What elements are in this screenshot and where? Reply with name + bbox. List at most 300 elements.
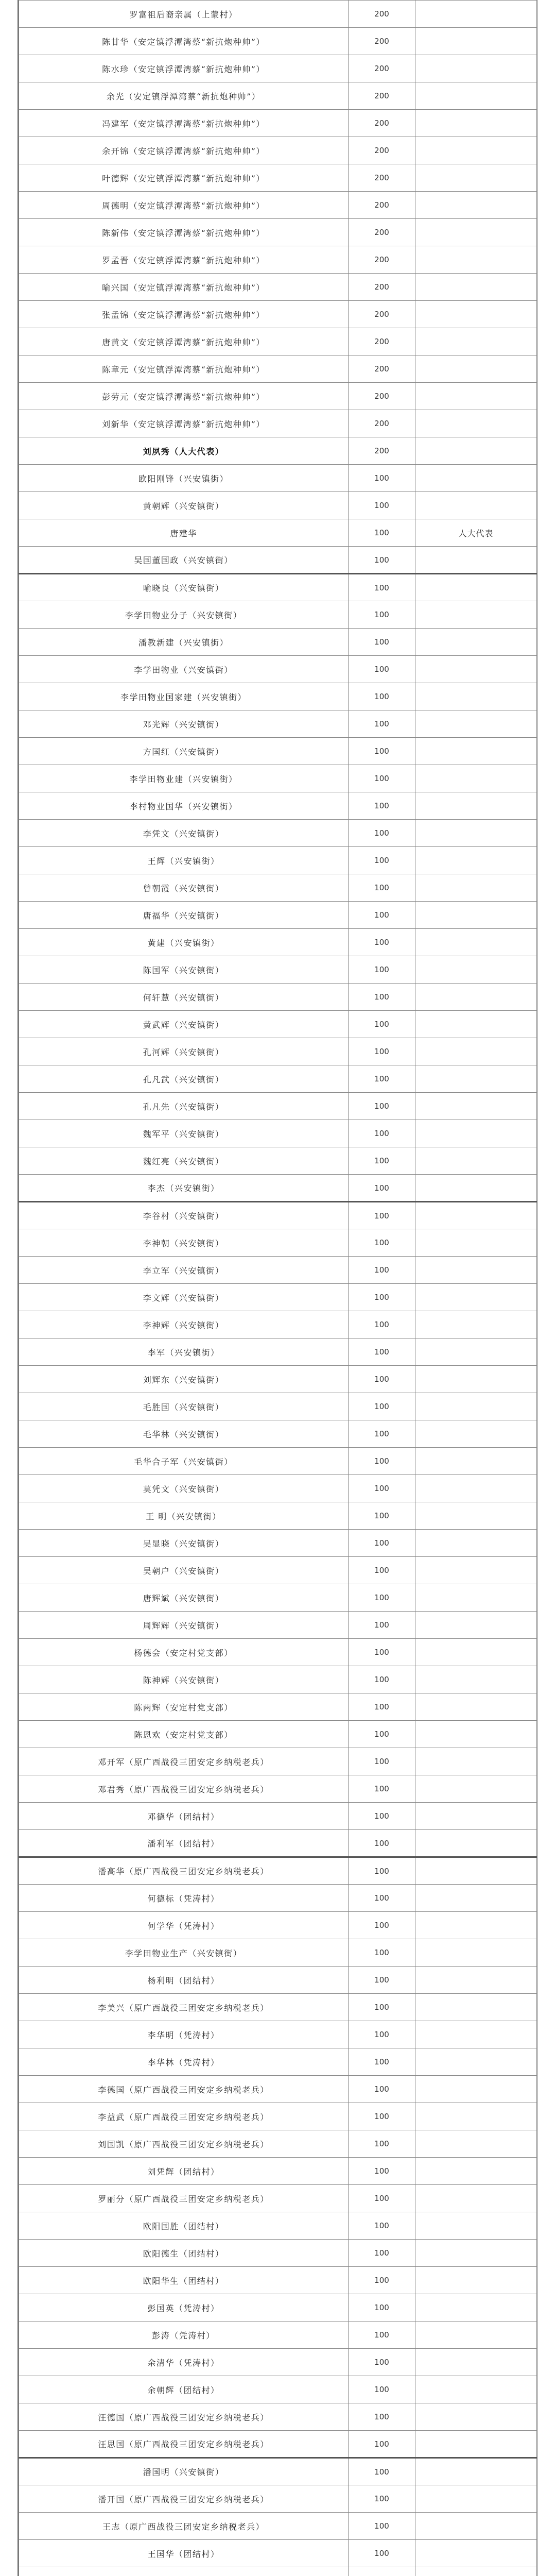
- note-cell: [415, 1639, 537, 1666]
- table-row: [19, 1666, 537, 1693]
- amount-cell: 200: [349, 301, 415, 328]
- donor-name-cell: 吴国董国政（兴安镇街）: [19, 547, 349, 574]
- note-cell: [415, 1284, 537, 1311]
- note-cell: [415, 1721, 537, 1748]
- donor-name-cell: 刘凭辉（团结村）: [19, 2158, 349, 2185]
- note-cell: [415, 1093, 537, 1120]
- note-cell: [415, 601, 537, 629]
- note-cell: [415, 2458, 537, 2485]
- table-row: [19, 547, 537, 574]
- amount-cell: 100: [349, 1147, 415, 1175]
- table-row: [19, 1229, 537, 1257]
- donor-name-cell: 潘开国（原广西战役三团安定乡纳税老兵）: [19, 2485, 349, 2513]
- table-row: [19, 519, 537, 547]
- donor-name-cell: 潘利军（团结村）: [19, 1830, 349, 1857]
- donor-name-cell: 彭劳元（安定镇浮潭湾蔡“新抗炮种帅”）: [19, 383, 349, 410]
- donor-name-cell: 周辉辉（兴安镇街）: [19, 1612, 349, 1639]
- amount-cell: 200: [349, 28, 415, 55]
- donor-name-cell: 唐黄文（安定镇浮潭湾蔡“新抗炮种帅”）: [19, 328, 349, 355]
- donor-name-cell: 黄武辉（兴安镇街）: [19, 1011, 349, 1038]
- amount-cell: 200: [349, 192, 415, 219]
- donor-name-cell: 余清华（凭涛村）: [19, 2349, 349, 2376]
- table-row: [19, 847, 537, 874]
- table-row: [19, 929, 537, 956]
- amount-cell: 100: [349, 1202, 415, 1229]
- amount-cell: 100: [349, 1857, 415, 1885]
- amount-cell: 100: [349, 1748, 415, 1775]
- donor-name-cell: 吴显晓（兴安镇街）: [19, 1530, 349, 1557]
- amount-cell: 100: [349, 2376, 415, 2403]
- note-cell: [415, 2431, 537, 2458]
- donor-name-cell: 唐辉斌（兴安镇街）: [19, 1584, 349, 1612]
- donor-name-cell: 李立军（兴安镇街）: [19, 1257, 349, 1284]
- donor-name-cell: 李学田物业分子（兴安镇街）: [19, 601, 349, 629]
- note-cell: [415, 1748, 537, 1775]
- donor-name-cell: 陈水珍（安定镇浮潭湾蔡“新抗炮种帅”）: [19, 55, 349, 82]
- table-row: [19, 2212, 537, 2240]
- table-row: [19, 738, 537, 765]
- table-row: [19, 1257, 537, 1284]
- donor-name-cell: 杨利明（团结村）: [19, 1967, 349, 1994]
- table-row: [19, 874, 537, 902]
- note-cell: [415, 1584, 537, 1612]
- donation-roster-sheet: [18, 0, 537, 2576]
- amount-cell: 100: [349, 1475, 415, 1502]
- donor-name-cell: 余光（安定镇浮潭湾蔡“新抗炮种帅”）: [19, 82, 349, 110]
- amount-cell: 100: [349, 738, 415, 765]
- table-row: [19, 1939, 537, 1967]
- note-cell: [415, 1257, 537, 1284]
- note-cell: [415, 1775, 537, 1803]
- note-cell: [415, 2185, 537, 2212]
- amount-cell: 100: [349, 2458, 415, 2485]
- donor-name-cell: 潘高华（原广西战役三团安定乡纳税老兵）: [19, 1857, 349, 1885]
- amount-cell: 100: [349, 2021, 415, 2048]
- donor-name-cell: 喻晓良（兴安镇街）: [19, 574, 349, 601]
- table-row: [19, 246, 537, 274]
- note-cell: [415, 710, 537, 738]
- note-cell: [415, 2267, 537, 2294]
- amount-cell: 100: [349, 1448, 415, 1475]
- amount-cell: 100: [349, 519, 415, 547]
- note-cell: [415, 1202, 537, 1229]
- amount-cell: 100: [349, 656, 415, 683]
- donor-name-cell: 李神朝（兴安镇街）: [19, 1229, 349, 1257]
- note-cell: [415, 28, 537, 55]
- donor-name-cell: 李军（兴安镇街）: [19, 1338, 349, 1366]
- amount-cell: 100: [349, 1229, 415, 1257]
- donor-name-cell: 魏红亮（兴安镇街）: [19, 1147, 349, 1175]
- note-cell: [415, 2513, 537, 2540]
- donor-name-cell: 余开锦（安定镇浮潭湾蔡“新抗炮种帅”）: [19, 137, 349, 164]
- note-cell: [415, 1366, 537, 1393]
- note-cell: [415, 1502, 537, 1530]
- amount-cell: 100: [349, 902, 415, 929]
- donor-name-cell: 欧阳德生（团结村）: [19, 2240, 349, 2267]
- donor-name-cell: 罗富祖后裔亲属（上蒙村）: [19, 1, 349, 28]
- amount-cell: 100: [349, 1612, 415, 1639]
- table-row: [19, 82, 537, 110]
- amount-cell: 100: [349, 2403, 415, 2431]
- amount-cell: 100: [349, 1038, 415, 1065]
- table-row: [19, 1338, 537, 1366]
- note-cell: [415, 383, 537, 410]
- table-row: [19, 2458, 537, 2485]
- table-row: [19, 110, 537, 137]
- amount-cell: 100: [349, 2485, 415, 2513]
- donor-name-cell: 李学田物业生产（兴安镇街）: [19, 1939, 349, 1967]
- amount-cell: 100: [349, 1338, 415, 1366]
- note-cell: [415, 1120, 537, 1147]
- table-row: [19, 328, 537, 355]
- table-row: [19, 902, 537, 929]
- amount-cell: 100: [349, 1530, 415, 1557]
- donor-name-cell: 黄朝辉（兴安镇街）: [19, 492, 349, 519]
- donor-name-cell: 刘夙秀（人大代表）: [19, 437, 349, 465]
- donor-name-cell: 孔河辉（兴安镇街）: [19, 1038, 349, 1065]
- table-row: [19, 55, 537, 82]
- note-cell: [415, 820, 537, 847]
- table-row: [19, 710, 537, 738]
- amount-cell: 200: [349, 164, 415, 192]
- donor-name-cell: 邓君秀（原广西战役三团安定乡纳税老兵）: [19, 1775, 349, 1803]
- donor-name-cell: 余朝辉（团结村）: [19, 2376, 349, 2403]
- table-row: [19, 656, 537, 683]
- table-row: [19, 274, 537, 301]
- note-cell: [415, 574, 537, 601]
- table-row: [19, 574, 537, 601]
- table-row: [19, 1912, 537, 1939]
- table-row: [19, 383, 537, 410]
- table-row: [19, 2103, 537, 2130]
- table-row: [19, 219, 537, 246]
- table-row: [19, 601, 537, 629]
- table-row: [19, 192, 537, 219]
- table-row: [19, 2567, 537, 2576]
- amount-cell: 100: [349, 2240, 415, 2267]
- table-row: [19, 2403, 537, 2431]
- note-cell: [415, 738, 537, 765]
- amount-cell: 200: [349, 383, 415, 410]
- table-row: [19, 2431, 537, 2458]
- amount-cell: 100: [349, 1803, 415, 1830]
- amount-cell: 200: [349, 355, 415, 383]
- note-cell: [415, 929, 537, 956]
- amount-cell: 200: [349, 137, 415, 164]
- donor-name-cell: 汪思国（原广西战役三团安定乡纳税老兵）: [19, 2431, 349, 2458]
- amount-cell: 100: [349, 1967, 415, 1994]
- amount-cell: 100: [349, 710, 415, 738]
- amount-cell: 100: [349, 1366, 415, 1393]
- note-cell: [415, 2376, 537, 2403]
- donor-name-cell: 邓开军（原广西战役三团安定乡纳税老兵）: [19, 1748, 349, 1775]
- amount-cell: 100: [349, 1584, 415, 1612]
- note-cell: [415, 2403, 537, 2431]
- amount-cell: 100: [349, 2294, 415, 2321]
- amount-cell: 100: [349, 1284, 415, 1311]
- note-cell: [415, 1175, 537, 1202]
- table-row: [19, 683, 537, 710]
- table-row: [19, 2240, 537, 2267]
- table-row: [19, 765, 537, 792]
- note-cell: [415, 219, 537, 246]
- donor-name-cell: 罗丽分（原广西战役三团安定乡纳税老兵）: [19, 2185, 349, 2212]
- note-cell: [415, 355, 537, 383]
- note-cell: [415, 2212, 537, 2240]
- amount-cell: 100: [349, 629, 415, 656]
- table-row: [19, 2130, 537, 2158]
- amount-cell: 100: [349, 1065, 415, 1093]
- note-cell: [415, 164, 537, 192]
- table-row: [19, 1857, 537, 1885]
- donor-name-cell: 欧阳华生（团结村）: [19, 2267, 349, 2294]
- note-cell: [415, 274, 537, 301]
- note-cell: [415, 1939, 537, 1967]
- table-row: [19, 1420, 537, 1448]
- note-cell: [415, 1693, 537, 1721]
- donor-name-cell: 陈国军（兴安镇街）: [19, 956, 349, 984]
- table-row: [19, 1967, 537, 1994]
- donor-name-cell: 刘新华（安定镇浮潭湾蔡“新抗炮种帅”）: [19, 410, 349, 437]
- note-cell: [415, 2048, 537, 2076]
- amount-cell: 200: [349, 55, 415, 82]
- table-row: [19, 820, 537, 847]
- note-cell: [415, 2485, 537, 2513]
- note-cell: [415, 1338, 537, 1366]
- donor-name-cell: 唐建华: [19, 519, 349, 547]
- note-cell: [415, 1065, 537, 1093]
- amount-cell: 100: [349, 1093, 415, 1120]
- table-row: [19, 1775, 537, 1803]
- table-row: [19, 1311, 537, 1338]
- donor-name-cell: 张孟锦（安定镇浮潭湾蔡“新抗炮种帅”）: [19, 301, 349, 328]
- donor-name-cell: 李村物业国华（兴安镇街）: [19, 792, 349, 820]
- note-cell: [415, 328, 537, 355]
- donor-name-cell: 毛华林（兴安镇街）: [19, 1420, 349, 1448]
- note-cell: [415, 492, 537, 519]
- table-row: [19, 1557, 537, 1584]
- note-cell: [415, 1038, 537, 1065]
- amount-cell: 200: [349, 274, 415, 301]
- table-row: [19, 355, 537, 383]
- amount-cell: 100: [349, 1885, 415, 1912]
- note-cell: [415, 1475, 537, 1502]
- amount-cell: 100: [349, 1939, 415, 1967]
- donor-name-cell: 孔凡武（兴安镇街）: [19, 1065, 349, 1093]
- note-cell: [415, 2294, 537, 2321]
- note-cell: [415, 2021, 537, 2048]
- table-row: [19, 1011, 537, 1038]
- donor-name-cell: 魏军平（兴安镇街）: [19, 1120, 349, 1147]
- note-cell: [415, 2103, 537, 2130]
- note-cell: [415, 1229, 537, 1257]
- note-cell: [415, 1557, 537, 1584]
- amount-cell: [349, 2567, 415, 2576]
- amount-cell: 100: [349, 1120, 415, 1147]
- note-cell: [415, 301, 537, 328]
- amount-cell: 100: [349, 1011, 415, 1038]
- note-cell: [415, 683, 537, 710]
- table-row: [19, 1, 537, 28]
- donor-name-cell: 莫凭文（兴安镇街）: [19, 1475, 349, 1502]
- donor-name-cell: 毛胜国（兴安镇街）: [19, 1393, 349, 1420]
- table-row: [19, 410, 537, 437]
- table-row: [19, 1994, 537, 2021]
- note-cell: [415, 1147, 537, 1175]
- amount-cell: 100: [349, 1994, 415, 2021]
- donor-name-cell: 潘教新建（兴安镇街）: [19, 629, 349, 656]
- table-row: [19, 792, 537, 820]
- amount-cell: 200: [349, 82, 415, 110]
- donor-name-cell: 李华明（凭涛村）: [19, 2021, 349, 2048]
- amount-cell: 100: [349, 1311, 415, 1338]
- table-row: [19, 28, 537, 55]
- donor-name-cell: [19, 2567, 349, 2576]
- amount-cell: 100: [349, 1257, 415, 1284]
- table-row: [19, 1120, 537, 1147]
- note-cell: [415, 246, 537, 274]
- donor-name-cell: 罗孟晋（安定镇浮潭湾蔡“新抗炮种帅”）: [19, 246, 349, 274]
- donor-name-cell: 曾朝霞（兴安镇街）: [19, 874, 349, 902]
- donor-name-cell: 唐福华（兴安镇街）: [19, 902, 349, 929]
- table-row: [19, 2349, 537, 2376]
- note-cell: [415, 1912, 537, 1939]
- amount-cell: 100: [349, 765, 415, 792]
- amount-cell: 200: [349, 410, 415, 437]
- note-cell: [415, 765, 537, 792]
- note-cell: [415, 1857, 537, 1885]
- note-cell: [415, 1311, 537, 1338]
- donor-name-cell: 李美兴（原广西战役三团安定乡纳税老兵）: [19, 1994, 349, 2021]
- amount-cell: 100: [349, 1666, 415, 1693]
- donor-name-cell: 黄建（兴安镇街）: [19, 929, 349, 956]
- donor-name-cell: 何德标（凭涛村）: [19, 1885, 349, 1912]
- note-cell: [415, 1420, 537, 1448]
- donor-name-cell: 陈两辉（安定村党支部）: [19, 1693, 349, 1721]
- amount-cell: 200: [349, 110, 415, 137]
- amount-cell: 100: [349, 574, 415, 601]
- table-row: [19, 629, 537, 656]
- amount-cell: 100: [349, 2158, 415, 2185]
- donor-name-cell: 陈章元（安定镇浮潭湾蔡“新抗炮种帅”）: [19, 355, 349, 383]
- note-cell: [415, 2321, 537, 2349]
- table-row: [19, 2376, 537, 2403]
- note-cell: [415, 902, 537, 929]
- table-row: [19, 1093, 537, 1120]
- note-cell: [415, 1967, 537, 1994]
- note-cell: [415, 1994, 537, 2021]
- table-row: [19, 2540, 537, 2567]
- amount-cell: 100: [349, 2513, 415, 2540]
- note-cell: [415, 1011, 537, 1038]
- note-cell: [415, 437, 537, 465]
- table-row: [19, 1065, 537, 1093]
- donor-name-cell: 汪德国（原广西战役三团安定乡纳税老兵）: [19, 2403, 349, 2431]
- table-row: [19, 1475, 537, 1502]
- amount-cell: 100: [349, 1830, 415, 1857]
- table-row: [19, 137, 537, 164]
- note-cell: [415, 874, 537, 902]
- amount-cell: 100: [349, 601, 415, 629]
- table-row: [19, 1639, 537, 1666]
- donor-name-cell: 潘国明（兴安镇街）: [19, 2458, 349, 2485]
- table-row: [19, 1721, 537, 1748]
- table-row: [19, 1202, 537, 1229]
- note-cell: [415, 2130, 537, 2158]
- amount-cell: 100: [349, 547, 415, 574]
- donor-name-cell: 何学华（凭涛村）: [19, 1912, 349, 1939]
- note-cell: [415, 1, 537, 28]
- note-cell: [415, 1885, 537, 1912]
- donation-roster-table: [19, 0, 537, 2576]
- donor-name-cell: 陈神辉（兴安镇街）: [19, 1666, 349, 1693]
- donor-name-cell: 李凭文（兴安镇街）: [19, 820, 349, 847]
- amount-cell: 200: [349, 437, 415, 465]
- note-cell: [415, 410, 537, 437]
- roster-body: [19, 1, 537, 2576]
- amount-cell: 100: [349, 2130, 415, 2158]
- table-row: [19, 437, 537, 465]
- donor-name-cell: 王 明（兴安镇街）: [19, 1502, 349, 1530]
- note-cell: [415, 2567, 537, 2576]
- table-row: [19, 2048, 537, 2076]
- donor-name-cell: 刘辉东（兴安镇街）: [19, 1366, 349, 1393]
- table-row: [19, 1612, 537, 1639]
- donor-name-cell: 王辉（兴安镇街）: [19, 847, 349, 874]
- donor-name-cell: 欧阳刚锋（兴安镇街）: [19, 465, 349, 492]
- donor-name-cell: 邓德华（团结村）: [19, 1803, 349, 1830]
- donor-name-cell: 吴朝户（兴安镇街）: [19, 1557, 349, 1584]
- table-row: [19, 1530, 537, 1557]
- note-cell: [415, 547, 537, 574]
- donor-name-cell: 李神辉（兴安镇街）: [19, 1311, 349, 1338]
- donor-name-cell: 刘国凯（原广西战役三团安定乡纳税老兵）: [19, 2130, 349, 2158]
- table-row: [19, 164, 537, 192]
- donor-name-cell: 李学田物业国家建（兴安镇街）: [19, 683, 349, 710]
- donor-name-cell: 李华林（凭涛村）: [19, 2048, 349, 2076]
- donor-name-cell: 孔凡先（兴安镇街）: [19, 1093, 349, 1120]
- amount-cell: 100: [349, 792, 415, 820]
- amount-cell: 100: [349, 465, 415, 492]
- donor-name-cell: 李益武（原广西战役三团安定乡纳税老兵）: [19, 2103, 349, 2130]
- amount-cell: 100: [349, 1502, 415, 1530]
- table-row: [19, 2021, 537, 2048]
- amount-cell: 100: [349, 984, 415, 1011]
- note-cell: [415, 1393, 537, 1420]
- note-cell: [415, 1530, 537, 1557]
- amount-cell: 100: [349, 2048, 415, 2076]
- donor-name-cell: 彭涛（凭涛村）: [19, 2321, 349, 2349]
- table-row: [19, 2158, 537, 2185]
- donor-name-cell: 李德国（原广西战役三团安定乡纳税老兵）: [19, 2076, 349, 2103]
- donor-name-cell: 喻兴国（安定镇浮潭湾蔡“新抗炮种帅”）: [19, 274, 349, 301]
- donor-name-cell: 欧阳国胜（团结村）: [19, 2212, 349, 2240]
- amount-cell: 100: [349, 956, 415, 984]
- donor-name-cell: 周德明（安定镇浮潭湾蔡“新抗炮种帅”）: [19, 192, 349, 219]
- table-row: [19, 1366, 537, 1393]
- amount-cell: 100: [349, 1393, 415, 1420]
- note-cell: [415, 1612, 537, 1639]
- donor-name-cell: 李谷村（兴安镇街）: [19, 1202, 349, 1229]
- table-row: [19, 465, 537, 492]
- amount-cell: 100: [349, 1557, 415, 1584]
- table-row: [19, 492, 537, 519]
- donor-name-cell: 彭国英（凭涛村）: [19, 2294, 349, 2321]
- donor-name-cell: 王国华（团结村）: [19, 2540, 349, 2567]
- note-cell: [415, 110, 537, 137]
- amount-cell: 100: [349, 2267, 415, 2294]
- donor-name-cell: 陈恩欢（安定村党支部）: [19, 1721, 349, 1748]
